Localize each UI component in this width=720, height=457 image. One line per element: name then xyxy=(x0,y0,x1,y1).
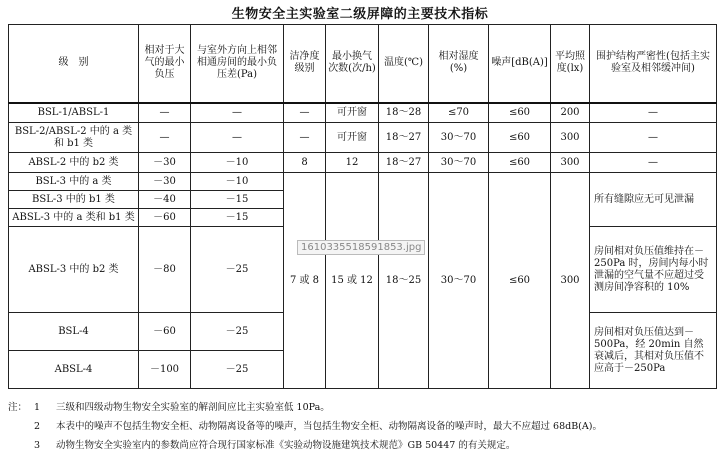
note-item xyxy=(8,436,716,455)
cell-temperature: 18～27 xyxy=(379,153,429,173)
cell-humidity: 30～70 xyxy=(429,123,489,153)
cell-noise: ≤60 xyxy=(489,103,551,123)
header-air-changes: 最小换气次数(次/h) xyxy=(326,25,379,103)
header-pressure-difference: 与室外方向上相邻相通房间的最小负压差(Pa) xyxy=(191,25,284,103)
cell-negative-pressure: －80 xyxy=(139,227,191,313)
cell-pressure-difference: －25 xyxy=(191,351,284,389)
cell-pressure-difference: －25 xyxy=(191,313,284,351)
table-notes xyxy=(8,398,716,455)
cell-negative-pressure: －40 xyxy=(139,191,191,209)
cell-cleanliness-merged: 7 或 8 xyxy=(284,173,326,389)
cell-negative-pressure: — xyxy=(139,123,191,153)
header-noise: 噪声[dB(A)] xyxy=(489,25,551,103)
cell-negative-pressure: — xyxy=(139,103,191,123)
note-text: 三级和四级动物生物安全实验室的解剖间应比主实验室低 10Pa。 xyxy=(56,402,330,413)
cell-noise: ≤60 xyxy=(489,123,551,153)
cell-illuminance: 300 xyxy=(551,123,590,153)
table-row xyxy=(9,153,717,173)
header-min-negative-pressure: 相对于大气的最小负压 xyxy=(139,25,191,103)
cell-level: BSL-3 中的 a 类 xyxy=(9,173,139,191)
header-row xyxy=(9,25,717,103)
cell-pressure-difference: －10 xyxy=(191,153,284,173)
cell-level: BSL-4 xyxy=(9,313,139,351)
cell-noise: ≤60 xyxy=(489,153,551,173)
cell-pressure-difference: －15 xyxy=(191,209,284,227)
cell-negative-pressure: －60 xyxy=(139,313,191,351)
cell-illuminance: 300 xyxy=(551,153,590,173)
cell-air-changes: 12 xyxy=(326,153,379,173)
note-text: 动物生物安全实验室内的参数尚应符合现行国家标准《实验动物设施建筑技术规范》GB 50447 的有关规定。 xyxy=(56,440,516,451)
cell-level: ABSL-4 xyxy=(9,351,139,389)
cell-level: BSL-2/ABSL-2 中的 a 类和 b1 类 xyxy=(9,123,139,153)
table-title: 生物安全主实验室二级屏障的主要技术指标 xyxy=(231,7,489,22)
cell-air-changes: 可开窗 xyxy=(326,103,379,123)
cell-noise-merged: ≤60 xyxy=(489,173,551,389)
note-number: 3 xyxy=(34,440,41,451)
note-number: 2 xyxy=(34,421,41,432)
cell-negative-pressure: －30 xyxy=(139,153,191,173)
header-envelope-tightness: 围护结构严密性(包括主实验室及相邻缓冲间) xyxy=(590,25,717,103)
cell-temperature: 18～27 xyxy=(379,123,429,153)
cell-envelope-leak-rate: 房间相对负压值维持在－250Pa 时，房间内每小时泄漏的空气量不应超过受测房间净容积的 10% xyxy=(590,227,717,313)
cell-pressure-difference: －10 xyxy=(191,173,284,191)
cell-cleanliness: — xyxy=(284,123,326,153)
note-item xyxy=(8,398,716,417)
cell-cleanliness: — xyxy=(284,103,326,123)
cell-envelope: — xyxy=(590,103,717,123)
header-cleanliness: 洁净度级别 xyxy=(284,25,326,103)
technical-indicator-table xyxy=(8,24,717,389)
cell-level: ABSL-3 中的 b2 类 xyxy=(9,227,139,313)
table-row xyxy=(9,123,717,153)
cell-pressure-difference: －25 xyxy=(191,227,284,313)
cell-pressure-difference: — xyxy=(191,123,284,153)
cell-envelope: — xyxy=(590,123,717,153)
cell-pressure-difference: －15 xyxy=(191,191,284,209)
note-number: 1 xyxy=(34,402,41,413)
cell-temperature-merged: 18～25 xyxy=(379,173,429,389)
filename-tooltip: 1610335518591853.jpg xyxy=(297,240,425,255)
table-row xyxy=(9,173,717,191)
cell-air-changes-merged: 15 或 12 xyxy=(326,173,379,389)
note-text: 本表中的噪声不包括生物安全柜、动物隔离设备等的噪声，当包括生物安全柜、动物隔离设备的噪声时，最大不应超过 68dB(A)。 xyxy=(56,421,602,432)
header-humidity: 相对湿度(%) xyxy=(429,25,489,103)
cell-level: ABSL-3 中的 a 类和 b1 类 xyxy=(9,209,139,227)
header-level: 级 别 xyxy=(9,25,139,103)
cell-envelope-decay-test: 房间相对负压值达到－500Pa，经 20min 自然衰减后，其相对负压值不应高于－250Pa xyxy=(590,313,717,389)
cell-humidity-merged: 30～70 xyxy=(429,173,489,389)
header-illuminance: 平均照度(lx) xyxy=(551,25,590,103)
cell-illuminance-merged: 300 xyxy=(551,173,590,389)
cell-envelope: — xyxy=(590,153,717,173)
cell-envelope-visible-leak: 所有缝隙应无可见泄漏 xyxy=(590,173,717,227)
cell-cleanliness: 8 xyxy=(284,153,326,173)
cell-pressure-difference: — xyxy=(191,103,284,123)
table-row xyxy=(9,103,717,123)
notes-label: 注： xyxy=(8,402,28,413)
header-temperature: 温度(℃) xyxy=(379,25,429,103)
cell-humidity: 30～70 xyxy=(429,153,489,173)
note-item xyxy=(8,417,716,436)
cell-negative-pressure: －30 xyxy=(139,173,191,191)
cell-level: ABSL-2 中的 b2 类 xyxy=(9,153,139,173)
cell-temperature: 18～28 xyxy=(379,103,429,123)
cell-level: BSL-1/ABSL-1 xyxy=(9,103,139,123)
cell-illuminance: 200 xyxy=(551,103,590,123)
cell-negative-pressure: －100 xyxy=(139,351,191,389)
cell-level: BSL-3 中的 b1 类 xyxy=(9,191,139,209)
cell-negative-pressure: －60 xyxy=(139,209,191,227)
cell-humidity: ≤70 xyxy=(429,103,489,123)
cell-air-changes: 可开窗 xyxy=(326,123,379,153)
